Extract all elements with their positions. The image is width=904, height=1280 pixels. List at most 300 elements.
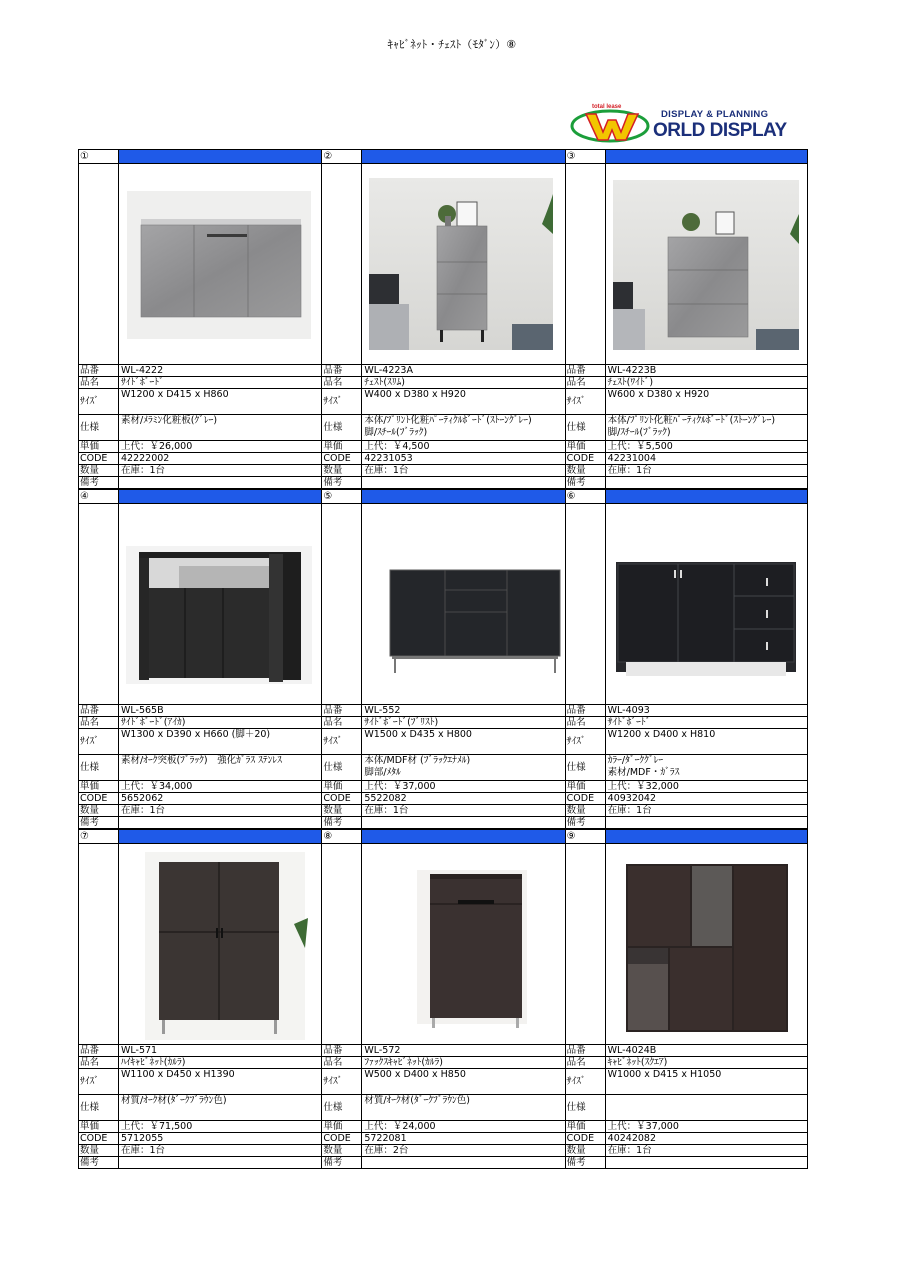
size-label-text: ｻｲｽﾞ <box>323 1076 343 1087</box>
card-header <box>322 829 564 844</box>
note-label-text: 備考 <box>323 477 343 488</box>
size-value: W500 x D400 x H850 <box>364 1069 466 1080</box>
header-bar <box>362 830 564 843</box>
name-label <box>322 717 362 728</box>
spec-line-2: 脚/ｽﾁｰﾙ(ﾌﾞﾗｯｸ) <box>364 427 428 438</box>
note-label <box>566 477 606 488</box>
card-header <box>322 489 564 504</box>
product-number: ① <box>79 150 119 163</box>
qty-value: 在庫：1台 <box>607 465 652 476</box>
spec-label <box>566 1095 606 1120</box>
spec-row-size <box>322 1069 564 1095</box>
code_no-label-text: 品番 <box>323 365 343 376</box>
name-value: ﾌｧｯｸｽｷｬﾋﾞﾈｯﾄ(ｶﾙﾗ) <box>364 1057 443 1068</box>
code_no-label <box>566 705 606 716</box>
spec-row-qty <box>79 805 321 817</box>
spec-row-name <box>566 1057 807 1069</box>
spec-row-code <box>322 1133 564 1145</box>
size-value: W1200 x D415 x H860 <box>121 389 229 400</box>
card-header <box>322 149 564 164</box>
spec-row-code_no <box>79 1045 321 1057</box>
product-image-cell <box>322 164 564 365</box>
spec-line-1: 素材/ｵｰｸ突板(ﾌﾞﾗｯｸ) 強化ｶﾞﾗｽ ｽﾃﾝﾚｽ <box>121 755 282 766</box>
product-image-cell <box>566 844 807 1045</box>
product-card <box>321 489 564 829</box>
qty-label <box>79 1145 119 1156</box>
price-value: 上代：￥5,500 <box>607 441 673 452</box>
price-value: 上代：￥71,500 <box>121 1121 193 1132</box>
code-label <box>79 1133 119 1144</box>
code-label-text: CODE <box>80 1133 108 1144</box>
code-label <box>322 793 362 804</box>
note-label <box>322 817 362 828</box>
note-label <box>79 817 119 828</box>
product-card <box>321 829 564 1169</box>
spec-row-code <box>79 453 321 465</box>
spec-row-spec <box>566 415 807 441</box>
header-bar <box>119 830 321 843</box>
price-label <box>79 441 119 452</box>
spec-row-qty <box>566 1145 807 1157</box>
qty-value: 在庫：1台 <box>607 805 652 816</box>
code_no-label <box>322 705 362 716</box>
product-image-cell <box>322 844 564 1045</box>
spec-line-1: 本体/ﾌﾟﾘﾝﾄ化粧ﾊﾟｰﾃｨｸﾙﾎﾞｰﾄﾞ(ｽﾄｰﾝｸﾞﾚｰ) <box>364 415 532 426</box>
qty-value: 在庫：1台 <box>121 1145 166 1156</box>
product-card <box>565 489 808 829</box>
spec-row-note <box>79 477 321 489</box>
spec-row-name <box>79 377 321 389</box>
note-label-text: 備考 <box>80 477 100 488</box>
size-label <box>322 729 362 754</box>
card-header <box>79 149 321 164</box>
spec-row-price <box>79 1121 321 1133</box>
code-label <box>79 793 119 804</box>
price-value: 上代：￥37,000 <box>607 1121 679 1132</box>
code_no-label <box>322 365 362 376</box>
price-label-text: 単価 <box>323 781 343 792</box>
spec-row-spec <box>79 415 321 441</box>
spec-row-note <box>322 1157 564 1169</box>
product-image-cell <box>79 504 321 705</box>
name-label-text: 品名 <box>566 717 586 728</box>
spec-line-1: 材質/ｵｰｸ材(ﾀﾞｰｸﾌﾞﾗｳﾝ色) <box>364 1095 470 1106</box>
name-label <box>79 717 119 728</box>
size-value: W1300 x D390 x H660 (脚＋20) <box>121 729 271 740</box>
qty-label-text: 数量 <box>80 1145 100 1156</box>
product-card <box>78 489 321 829</box>
price-label-text: 単価 <box>566 1121 586 1132</box>
price-value: 上代：￥24,000 <box>364 1121 436 1132</box>
spec-row-qty <box>79 465 321 477</box>
product-number: ③ <box>566 150 606 163</box>
qty-label-text: 数量 <box>80 465 100 476</box>
price-label <box>322 781 362 792</box>
qty-value: 在庫：2台 <box>364 1145 409 1156</box>
spec-row-name <box>322 1057 564 1069</box>
note-label-text: 備考 <box>80 817 100 828</box>
name-label-text: 品名 <box>566 377 586 388</box>
spec-label <box>566 755 606 780</box>
code-label-text: CODE <box>566 1133 595 1144</box>
spec-row-size <box>79 389 321 415</box>
product-number: ④ <box>79 490 119 503</box>
note-label-text: 備考 <box>323 817 343 828</box>
spec-label-text: 仕様 <box>323 762 343 773</box>
code-value: 40932042 <box>607 793 657 804</box>
qty-value: 在庫：1台 <box>607 1145 652 1156</box>
spec-row-code_no <box>79 365 321 377</box>
price-label <box>566 781 606 792</box>
logo-tagline: DISPLAY & PLANNING <box>661 109 769 120</box>
spec-row-spec <box>322 415 564 441</box>
spec-row-code_no <box>566 705 807 717</box>
code_no-label <box>566 1045 606 1056</box>
name-label-text: 品名 <box>323 717 343 728</box>
spec-row-price <box>322 781 564 793</box>
code-value: 42231053 <box>364 453 413 464</box>
price-label-text: 単価 <box>80 441 100 452</box>
qty-label <box>322 805 362 816</box>
code_no-label-text: 品番 <box>566 365 586 376</box>
product-image-cell <box>79 844 321 1045</box>
price-label-text: 単価 <box>80 781 100 792</box>
product-number: ⑥ <box>566 490 606 503</box>
spec-row-name <box>79 1057 321 1069</box>
spec-row-price <box>322 441 564 453</box>
qty-label-text: 数量 <box>566 805 586 816</box>
name-label-text: 品名 <box>80 1057 100 1068</box>
spec-row-size <box>566 729 807 755</box>
spec-line-2: 脚部/ﾒﾀﾙ <box>364 767 401 778</box>
size-label-text: ｻｲｽﾞ <box>80 736 100 747</box>
spec-label-text: 仕様 <box>566 762 586 773</box>
spec-row-name <box>566 717 807 729</box>
code-value: 40242082 <box>607 1133 657 1144</box>
note-label <box>566 1157 606 1168</box>
note-label-text: 備考 <box>323 1157 343 1168</box>
product-grid <box>78 149 808 1169</box>
product-number: ⑨ <box>566 830 606 843</box>
name-label <box>322 377 362 388</box>
spec-row-size <box>322 729 564 755</box>
code-label <box>79 453 119 464</box>
code_no-label-text: 品番 <box>323 1045 343 1056</box>
size-label <box>566 1069 606 1094</box>
spec-row-code <box>322 793 564 805</box>
code-label-text: CODE <box>80 453 108 464</box>
qty-value: 在庫：1台 <box>121 805 166 816</box>
header-bar <box>362 490 564 503</box>
name-label-text: 品名 <box>566 1057 586 1068</box>
size-label-text: ｻｲｽﾞ <box>323 396 343 407</box>
spec-row-qty <box>322 465 564 477</box>
spec-row-size <box>566 389 807 415</box>
code-label-text: CODE <box>323 1133 351 1144</box>
qty-label-text: 数量 <box>323 465 343 476</box>
product-card <box>321 149 564 489</box>
spec-line-1: 本体/ﾌﾟﾘﾝﾄ化粧ﾊﾟｰﾃｨｸﾙﾎﾞｰﾄﾞ(ｽﾄｰﾝｸﾞﾚｰ) <box>607 415 776 426</box>
price-value: 上代：￥26,000 <box>121 441 193 452</box>
name-label <box>566 377 606 388</box>
spec-row-qty <box>322 1145 564 1157</box>
product-image <box>606 164 807 364</box>
name-value: ﾁｪｽﾄ(ｽﾘﾑ) <box>364 377 405 388</box>
size-label-text: ｻｲｽﾞ <box>323 736 343 747</box>
spec-row-spec <box>79 755 321 781</box>
code_no-label <box>322 1045 362 1056</box>
product-image-cell <box>566 164 807 365</box>
product-card <box>565 829 808 1169</box>
code_no-value: WL-4223B <box>607 365 657 376</box>
product-row <box>78 489 808 829</box>
spec-line-2: 脚/ｽﾁｰﾙ(ﾌﾞﾗｯｸ) <box>607 427 671 438</box>
product-image <box>362 504 564 704</box>
logo-mark-icon <box>570 104 654 144</box>
code-label <box>566 1133 606 1144</box>
code_no-label <box>79 705 119 716</box>
size-label <box>79 729 119 754</box>
logo-top-small: total lease <box>592 104 622 110</box>
price-label-text: 単価 <box>80 1121 100 1132</box>
name-label <box>322 1057 362 1068</box>
note-label-text: 備考 <box>566 1157 586 1168</box>
code_no-label-text: 品番 <box>80 365 100 376</box>
name-label <box>566 1057 606 1068</box>
spec-row-code_no <box>566 1045 807 1057</box>
size-value: W1000 x D415 x H1050 <box>607 1069 722 1080</box>
size-value: W1500 x D435 x H800 <box>364 729 472 740</box>
code-value: 5722081 <box>364 1133 407 1144</box>
code_no-value: WL-4093 <box>607 705 650 716</box>
code-label <box>566 453 606 464</box>
product-card <box>565 149 808 489</box>
code_no-value: WL-4024B <box>607 1045 657 1056</box>
code_no-value: WL-571 <box>121 1045 158 1056</box>
spec-label-text: 仕様 <box>566 422 586 433</box>
card-header <box>566 149 807 164</box>
code-value: 5652062 <box>121 793 164 804</box>
size-label-text: ｻｲｽﾞ <box>80 1076 100 1087</box>
spec-row-price <box>566 441 807 453</box>
header-bar <box>119 150 321 163</box>
spec-label <box>79 755 119 780</box>
qty-value: 在庫：1台 <box>121 465 166 476</box>
spec-row-note <box>566 817 807 829</box>
code-label-text: CODE <box>323 453 351 464</box>
page-title: ｷｬﾋﾞﾈｯﾄ・ﾁｪｽﾄ（ﾓﾀﾞﾝ）⑧ <box>387 38 517 51</box>
spec-row-note <box>322 817 564 829</box>
spec-row-spec <box>79 1095 321 1121</box>
qty-label <box>566 805 606 816</box>
qty-label <box>566 465 606 476</box>
note-label <box>79 477 119 488</box>
spec-label-text: 仕様 <box>80 1102 100 1113</box>
size-label-text: ｻｲｽﾞ <box>566 736 586 747</box>
size-label <box>566 729 606 754</box>
code-value: 5712055 <box>121 1133 164 1144</box>
spec-row-code_no <box>79 705 321 717</box>
size-label-text: ｻｲｽﾞ <box>566 1076 586 1087</box>
note-label-text: 備考 <box>566 817 586 828</box>
spec-row-qty <box>322 805 564 817</box>
spec-row-size <box>79 729 321 755</box>
product-number: ⑦ <box>79 830 119 843</box>
company-logo <box>570 104 792 144</box>
product-image <box>362 164 564 364</box>
qty-label <box>79 465 119 476</box>
card-header <box>566 829 807 844</box>
name-value: ｻｲﾄﾞﾎﾞｰﾄﾞ <box>121 377 164 388</box>
product-card <box>78 829 321 1169</box>
size-label <box>322 1069 362 1094</box>
product-image-cell <box>322 504 564 705</box>
spec-label <box>322 415 362 440</box>
spec-row-spec <box>322 755 564 781</box>
product-number: ⑧ <box>322 830 362 843</box>
product-image-cell <box>79 164 321 365</box>
spec-row-spec <box>322 1095 564 1121</box>
spec-row-price <box>79 441 321 453</box>
price-label <box>566 1121 606 1132</box>
size-value: W1100 x D450 x H1390 <box>121 1069 235 1080</box>
price-label-text: 単価 <box>323 441 343 452</box>
code-value: 42222002 <box>121 453 170 464</box>
product-card <box>78 149 321 489</box>
qty-label-text: 数量 <box>566 1145 586 1156</box>
spec-row-code <box>79 793 321 805</box>
spec-row-code_no <box>322 1045 564 1057</box>
logo-brand: ORLD DISPLAY <box>653 120 787 141</box>
qty-label <box>322 465 362 476</box>
price-label <box>322 1121 362 1132</box>
spec-row-note <box>322 477 564 489</box>
code-label-text: CODE <box>80 793 108 804</box>
qty-value: 在庫：1台 <box>364 465 409 476</box>
spec-row-qty <box>566 805 807 817</box>
qty-label <box>322 1145 362 1156</box>
product-number: ⑤ <box>322 490 362 503</box>
spec-row-qty <box>566 465 807 477</box>
spec-row-code_no <box>566 365 807 377</box>
spec-row-price <box>566 1121 807 1133</box>
name-label-text: 品名 <box>80 377 100 388</box>
price-label <box>322 441 362 452</box>
qty-label <box>79 805 119 816</box>
spec-row-size <box>322 389 564 415</box>
code_no-label <box>79 1045 119 1056</box>
header-bar <box>606 150 807 163</box>
spec-label-text: 仕様 <box>323 1102 343 1113</box>
size-label-text: ｻｲｽﾞ <box>566 396 586 407</box>
spec-row-name <box>322 377 564 389</box>
size-label <box>566 389 606 414</box>
product-number: ② <box>322 150 362 163</box>
code-label-text: CODE <box>566 793 595 804</box>
note-label <box>322 1157 362 1168</box>
spec-row-code <box>322 453 564 465</box>
spec-row-name <box>566 377 807 389</box>
name-value: ﾊｲｷｬﾋﾞﾈｯﾄ(ｶﾙﾗ) <box>121 1057 186 1068</box>
spec-label <box>79 415 119 440</box>
price-label <box>79 781 119 792</box>
code_no-label <box>566 365 606 376</box>
qty-label-text: 数量 <box>566 465 586 476</box>
price-label-text: 単価 <box>566 441 586 452</box>
spec-label-text: 仕様 <box>80 422 100 433</box>
product-image-cell <box>566 504 807 705</box>
product-image <box>606 504 807 704</box>
code_no-label-text: 品番 <box>323 705 343 716</box>
product-row <box>78 149 808 489</box>
code_no-value: WL-565B <box>121 705 164 716</box>
code_no-value: WL-4223A <box>364 365 413 376</box>
card-header <box>566 489 807 504</box>
spec-row-spec <box>566 755 807 781</box>
name-value: ｻｲﾄﾞﾎﾞｰﾄﾞ(ｱｲｶ) <box>121 717 186 728</box>
price-value: 上代：￥4,500 <box>364 441 430 452</box>
price-value: 上代：￥37,000 <box>364 781 436 792</box>
spec-line-1: ｶﾗｰ/ﾀﾞｰｸｸﾞﾚｰ <box>607 755 664 766</box>
name-label <box>566 717 606 728</box>
spec-row-code <box>79 1133 321 1145</box>
size-value: W600 x D380 x H920 <box>607 389 710 400</box>
code_no-label-text: 品番 <box>566 705 586 716</box>
product-image <box>119 164 321 364</box>
note-label <box>79 1157 119 1168</box>
code-label-text: CODE <box>566 453 595 464</box>
price-label-text: 単価 <box>566 781 586 792</box>
name-value: ｷｬﾋﾞﾈｯﾄ(ｽｸｴｱ) <box>607 1057 668 1068</box>
price-label <box>79 1121 119 1132</box>
price-value: 上代：￥34,000 <box>121 781 193 792</box>
spec-line-1: 材質/ｵｰｸ材(ﾀﾞｰｸﾌﾞﾗｳﾝ色) <box>121 1095 227 1106</box>
name-label-text: 品名 <box>323 1057 343 1068</box>
size-label <box>322 389 362 414</box>
spec-row-name <box>79 717 321 729</box>
name-value: ｻｲﾄﾞﾎﾞｰﾄﾞ <box>607 717 651 728</box>
spec-row-note <box>566 477 807 489</box>
spec-row-code <box>566 1133 807 1145</box>
card-header <box>79 489 321 504</box>
code-label <box>322 1133 362 1144</box>
spec-row-code <box>566 793 807 805</box>
code-label-text: CODE <box>323 793 351 804</box>
qty-label-text: 数量 <box>323 805 343 816</box>
spec-row-qty <box>79 1145 321 1157</box>
card-header <box>79 829 321 844</box>
header-bar <box>606 490 807 503</box>
spec-row-price <box>566 781 807 793</box>
size-label <box>79 1069 119 1094</box>
spec-label-text: 仕様 <box>566 1102 586 1113</box>
spec-line-1: 本体/MDF材 (ﾌﾞﾗｯｸｴﾅﾒﾙ) <box>364 755 471 766</box>
spec-row-code_no <box>322 365 564 377</box>
spec-row-spec <box>566 1095 807 1121</box>
product-image <box>119 844 321 1044</box>
spec-label <box>322 1095 362 1120</box>
header-bar <box>606 830 807 843</box>
size-value: W1200 x D400 x H810 <box>607 729 716 740</box>
name-value: ﾁｪｽﾄ(ﾜｲﾄﾞ) <box>607 377 654 388</box>
product-image <box>119 504 321 704</box>
size-label <box>79 389 119 414</box>
price-value: 上代：￥32,000 <box>607 781 679 792</box>
note-label <box>566 817 606 828</box>
name-label-text: 品名 <box>323 377 343 388</box>
product-row <box>78 829 808 1169</box>
spec-row-note <box>79 817 321 829</box>
